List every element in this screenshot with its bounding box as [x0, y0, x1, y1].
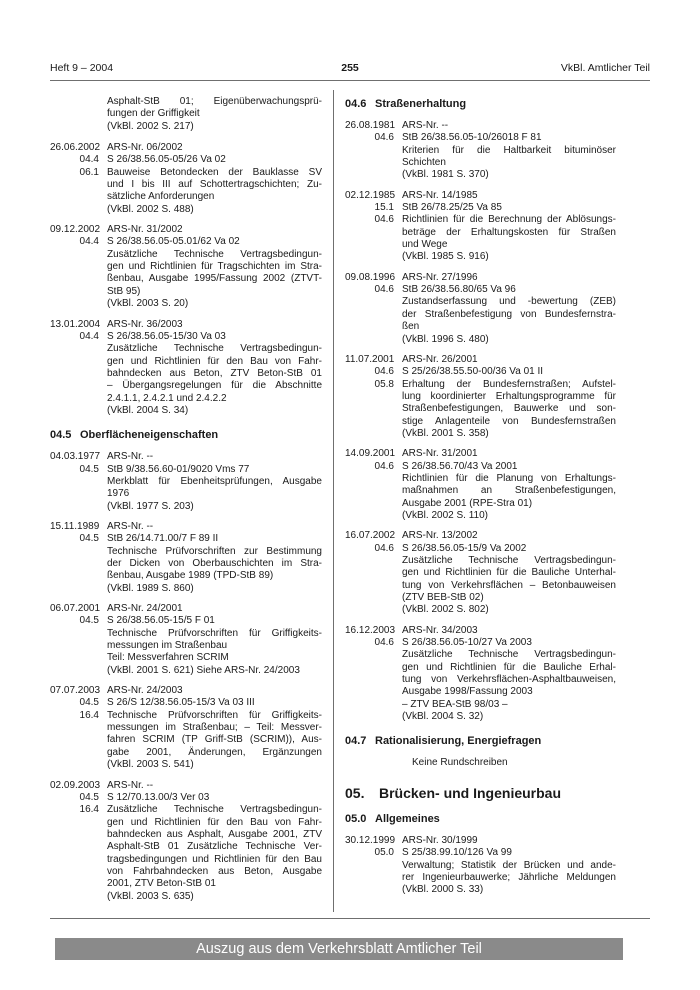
entry-text-line: – Übergangsregelungen für die Abschnitte: [107, 380, 322, 392]
entry-date: 04.03.1977: [50, 451, 101, 463]
left-column: [50, 96, 322, 911]
entry-section-code: 04.4: [79, 330, 99, 342]
entry-section-code: 04.6: [374, 132, 394, 144]
entry-date: 13.01.2004: [50, 318, 101, 330]
entry-section-code: 04.6: [374, 366, 394, 378]
entry-text-line: StB 26/38.56.05-10/26018 F 81: [402, 132, 542, 144]
no-circulars-note: Keine Rundschreiben: [412, 757, 508, 769]
right-column: [345, 96, 616, 905]
entry-text-line: 2.4.1.1, 2.4.2.1 und 2.4.2.2: [107, 392, 227, 404]
entry-codes: [345, 190, 402, 264]
entry-text-line: S 25/38.99.10/126 Va 99: [402, 847, 512, 859]
entry-text: [402, 625, 616, 724]
entry-text-line: ARS-Nr. 31/2001: [402, 448, 478, 460]
entry-text-line: StB 26/14.71.00/7 F 89 II: [107, 533, 219, 545]
entry-section-code: 15.1: [374, 202, 394, 214]
entry-list: [50, 142, 322, 417]
entry-text-line: StB 95): [107, 285, 141, 297]
entry-text-line: ARS-Nr. 06/2002: [107, 142, 183, 154]
entry-text-line: (VkBl. 1981 S. 370): [402, 169, 489, 181]
entry-text-line: und Wege: [402, 239, 448, 251]
entry-text-line: tragsbedingungen und Richtlinien für den Bau: [107, 853, 322, 865]
entry-section-code: 04.4: [79, 236, 99, 248]
entry-text: [107, 319, 322, 418]
entry-text-line: (VkBl. 1977 S. 203): [107, 500, 194, 512]
entry-text-line: ARS-Nr. 24/2001: [107, 603, 183, 615]
entry-text: [107, 142, 322, 216]
entry-text-line: Merkblatt für Ebenheitsprüfungen, Ausgabe: [107, 475, 322, 487]
entry-text-line: S 26/38.56.05-15/5 F 01: [107, 615, 215, 627]
regulation-entry: [50, 319, 322, 418]
entry-text-line: ARS-Nr. 27/1996: [402, 271, 478, 283]
entry-text-line: Zustandserfassung und -bewertung (ZEB): [402, 296, 616, 308]
entry-text-line: ARS-Nr. --: [107, 520, 154, 532]
entry-codes: [345, 354, 402, 440]
entry-date: 15.11.1989: [50, 520, 100, 532]
entry-section-code: 16.4: [79, 709, 99, 721]
entry-text-line: ARS-Nr. 36/2003: [107, 318, 183, 330]
entry-text: [402, 354, 616, 440]
entry-date: 26.08.1981: [345, 120, 396, 131]
regulation-entry: [50, 142, 322, 216]
entry-text: [107, 685, 322, 771]
entry-text-line: (VkBl. 2004 S. 32): [402, 711, 484, 723]
regulation-entry: [50, 224, 322, 310]
entry-codes: [50, 780, 107, 903]
entry-text: [107, 451, 322, 513]
entry-text-line: gen und Richtlinien für den Bau von Fahr-: [107, 355, 322, 367]
entry-text-line: S 25/26/38.55.50-00/36 Va 01 II: [402, 366, 544, 378]
entry-text-line: (VkBl. 2001 S. 358): [402, 427, 489, 439]
entry-text-line: Ausgabe 1998/Fassung 2003: [402, 686, 533, 698]
entry-text-line: fahren SCRIM (TP Griff-StB (SCRIM)), Aus-: [107, 734, 322, 746]
entry-text-line: gen und Richtlinien für die Bauliche Erhal-: [402, 661, 616, 673]
entry-text: [402, 448, 616, 522]
entry-section-code: 04.5: [79, 615, 99, 627]
regulation-entry: [345, 530, 616, 616]
continued-entry: [50, 96, 322, 133]
entry-date: 02.12.1985: [345, 189, 396, 201]
entry-text-line: S 26/38.56.05-15/30 Va 03: [107, 330, 226, 342]
entry-date: 09.08.1996: [345, 271, 396, 283]
entry-date: 30.12.1999: [345, 834, 396, 846]
publication-label: VkBl. Amtlicher Teil: [560, 62, 650, 74]
entry-codes: [50, 521, 107, 595]
entry-text-line: Verwaltung; Statistik der Brücken und ande-: [402, 859, 616, 871]
entry-section-code: 05.0: [374, 847, 394, 859]
entry-date: 14.09.2001: [345, 448, 396, 460]
entry-text-line: (VkBl. 2003 S. 20): [107, 298, 189, 310]
entry-text-line: ARS-Nr. --: [107, 779, 154, 791]
regulation-entry: [345, 835, 616, 897]
entry-section-code: 04.5: [79, 791, 99, 803]
entry-codes: [345, 835, 402, 897]
entry-text: [402, 190, 616, 264]
entry-text-line: ARS-Nr. --: [107, 451, 154, 463]
entry-text-line: tung von Verkehrsflächen-Asphaltbauweisen,: [402, 674, 616, 686]
section-heading-047: 04.7 Rationalisierung, Energiefragen: [345, 735, 542, 748]
entry-text-line: S 26/S 12/38.56.05-15/3 Va 03 III: [107, 697, 255, 709]
entry-text-line: ßenbau, Ausgabe 1989 (TPD-StB 89): [107, 570, 274, 582]
entry-text-line: (VkBl. 1996 S. 480): [402, 333, 489, 345]
entry-text: [107, 603, 322, 677]
entry-text-line: ARS-Nr. 14/1985: [402, 189, 478, 201]
entry-text-line: der Dicken von Oberbauschichten im Stra-: [107, 558, 322, 569]
entry-text-line: Asphalt-StB 01 Zusätzliche Technische Ver-: [107, 841, 322, 853]
entry-text-line: rer Ingenieurbauwerke; Jährliche Meldungen: [402, 871, 616, 883]
entry-text: [402, 120, 616, 182]
regulation-entry: [345, 625, 616, 724]
entry-text-line: der Straßenbefestigung von Bundesfernstra-: [402, 308, 616, 320]
entry-date: 16.07.2002: [345, 530, 396, 542]
entry-list: [345, 835, 616, 897]
entry-text: [402, 835, 616, 897]
entry-text-line: gabe 2001, Änderungen, Ergänzungen: [107, 746, 322, 758]
entry-text-line: StB 26/78.25/25 Va 85: [402, 202, 502, 214]
entry-text-line: Erhaltung der Bundesfernstraßen; Aufstel-: [402, 378, 616, 390]
entry-section-code: 16.4: [79, 804, 99, 816]
entry-text-line: messungen im Straßenbau: [107, 640, 228, 652]
entry-text-line: (ZTV BEB-StB 02): [402, 592, 484, 604]
entry-text-line: ßen: [402, 321, 420, 333]
entry-text-line: maßnahmen an Straßenbefestigungen,: [402, 485, 616, 497]
entry-text-line: ARS-Nr. 24/2003: [107, 685, 183, 697]
entry-section-code: 04.5: [79, 533, 99, 545]
entry-text-line: (VkBl. 2004 S. 34): [107, 404, 189, 416]
entry-text-line: (VkBl. 2003 S. 635): [107, 890, 194, 902]
entry-text: [402, 530, 616, 616]
entry-text-line: gen und Richtlinien für Tragschichten im Stra-: [107, 261, 322, 273]
entry-text-line: (VkBl. 2002 S. 802): [402, 604, 489, 616]
regulation-entry: [345, 354, 616, 440]
entry-section-code: 04.6: [374, 214, 394, 226]
entry-text-line: lung koordinierter Erhaltungsprogramme für: [402, 390, 616, 402]
entry-text-line: 1976: [107, 488, 130, 500]
entry-list: [345, 120, 616, 723]
entry-text-line: bahndecken aus Asphalt, Ausgabe 2001, ZTV: [107, 828, 322, 840]
entry-text-line: messungen im Straßenbau; – Teil: Messver-: [107, 722, 322, 734]
entry-text-line: von Fahrbahndecken aus Beton, Ausgabe: [107, 865, 322, 877]
entry-section-code: 04.6: [374, 542, 394, 554]
entry-text-line: S 26/38.56.70/43 Va 2001: [402, 460, 518, 472]
entry-text-line: Bauweise Betondecken der Bauklasse SV: [107, 166, 322, 178]
regulation-entry: [345, 448, 616, 522]
entry-codes: [345, 448, 402, 522]
entry-codes: [345, 625, 402, 724]
entry-text-line: Technische Prüfvorschriften zur Bestimmung: [107, 545, 322, 557]
entry-text-line: Asphalt-StB 01; Eigenüberwachungsprü-: [107, 96, 322, 107]
regulation-entry: [50, 603, 322, 677]
entry-date: 07.07.2003: [50, 685, 101, 697]
entry-text-line: sätzliche Anforderungen: [107, 191, 215, 203]
entry-text-line: Richtlinien für die Planung von Erhaltungs-: [402, 472, 616, 484]
regulation-entry: [345, 190, 616, 264]
entry-text-line: Straßenbefestigungen, Bauwerke und son-: [402, 403, 616, 415]
entry-section-code: 04.6: [374, 637, 394, 649]
entry-text-line: ARS-Nr. 26/2001: [402, 353, 478, 365]
entry-section-code: 04.5: [79, 463, 99, 475]
entry-section-code: 04.4: [79, 154, 99, 166]
entry-codes: [50, 224, 107, 310]
chapter-heading-05: 05. Brücken- und Ingenieurbau: [345, 784, 562, 801]
entry-codes: [50, 685, 107, 771]
entry-text-line: tung von Verkehrsflächen – Betonbauweisen: [402, 579, 616, 591]
entry-text-line: Richtlinien für die Berechnung der Ablösungs-: [402, 214, 616, 226]
entry-text-line: fungen der Griffigkeit: [107, 108, 200, 120]
entry-text-line: bahndecken aus Beton, ZTV Beton-StB 01: [107, 367, 322, 379]
entry-text-line: stige Anlagenteile von Bundesfernstraßen: [402, 415, 616, 427]
entry-text-line: – ZTV BEA-StB 98/03 –: [402, 698, 508, 710]
entry-text-line: ARS-Nr. 31/2002: [107, 224, 183, 236]
page-number: 255: [341, 62, 359, 74]
regulation-entry: [50, 780, 322, 903]
entry-section-code: 06.1: [79, 166, 99, 178]
entry-list: [50, 451, 322, 903]
entry-text-line: gen und Richtlinien für die Bauliche Unterhal-: [402, 567, 616, 579]
entry-date: 02.09.2003: [50, 779, 101, 791]
header-rule: [50, 80, 650, 81]
entry-text: [107, 780, 322, 903]
entry-section-code: 05.8: [374, 378, 394, 390]
entry-text-line: S 12/70.13.00/3 Ver 03: [107, 791, 210, 803]
footer-banner: Auszug aus dem Verkehrsblatt Amtlicher Teil: [55, 938, 623, 960]
regulation-entry: [50, 521, 322, 595]
entry-codes: [50, 142, 107, 216]
entry-text-line: Teil: Messverfahren SCRIM: [107, 652, 229, 664]
column-divider: [333, 90, 334, 912]
entry-text-line: gen und Richtlinien für den Bau von Fahr-: [107, 816, 322, 828]
entry-text-line: ßenbau, Ausgabe 1995/Fassung 2002 (ZTVT-: [107, 273, 322, 285]
entry-text: [402, 272, 616, 346]
entry-codes: [345, 120, 402, 182]
entry-date: 09.12.2002: [50, 224, 101, 236]
entry-codes: [50, 451, 107, 513]
entry-codes: [50, 603, 107, 677]
entry-text-line: Zusätzliche Technische Vertragsbedingun-: [402, 555, 616, 566]
entry-text-line: S 26/38.56.05-10/27 Va 2003: [402, 637, 532, 649]
entry-text-line: Zusätzliche Technische Vertragsbedingun-: [107, 248, 322, 260]
entry-text-line: ARS-Nr. --: [402, 120, 449, 131]
entry-text-line: Technische Prüfvorschriften für Griffigkeits-: [107, 627, 322, 639]
entry-section-code: 04.6: [374, 460, 394, 472]
entry-text-line: (VkBl. 2001 S. 621) Siehe ARS-Nr. 24/2003: [107, 664, 300, 676]
entry-text-line: StB 9/38.56.60-01/9020 Vms 77: [107, 463, 250, 475]
entry-codes: [345, 530, 402, 616]
entry-text-line: und I bis III auf Schottertragschichten; Zu-: [107, 179, 322, 191]
entry-date: 16.12.2003: [345, 624, 396, 636]
entry-text-line: ARS-Nr. 13/2002: [402, 530, 478, 542]
entry-text-line: Schichten: [402, 157, 446, 169]
entry-text-line: Zusätzliche Technische Vertragsbedingun-: [402, 649, 616, 661]
entry-text-line: Zusätzliche Technische Vertragsbedingun-: [107, 343, 322, 355]
issue-label: Heft 9 – 2004: [50, 62, 114, 74]
entry-text-line: Kriterien für die Haltbarkeit bituminöser: [402, 144, 616, 156]
footer-rule: [50, 918, 650, 919]
entry-text-line: ARS-Nr. 34/2003: [402, 624, 478, 636]
page-header: [50, 62, 650, 78]
section-heading-050: 05.0 Allgemeines: [345, 812, 440, 825]
regulation-entry: [345, 120, 616, 182]
entry-text-line: (VkBl. 1989 S. 860): [107, 582, 194, 594]
entry-text-line: StB 26/38.56.80/65 Va 96: [402, 284, 516, 296]
entry-date: 11.07.2001: [345, 353, 395, 365]
entry-date: 06.07.2001: [50, 603, 101, 615]
entry-text-line: (VkBl. 2003 S. 541): [107, 759, 194, 771]
entry-text-line: S 26/38.56.05-05.01/62 Va 02: [107, 236, 240, 248]
entry-text-line: (VkBl. 2002 S. 110): [402, 509, 488, 521]
section-heading-045: 04.5 Oberflächeneigenschaften: [50, 429, 219, 442]
entry-text-line: Ausgabe 2001 (RPE-Stra 01): [402, 497, 533, 509]
section-heading-046: 04.6 Straßenerhaltung: [345, 98, 467, 110]
entry-text-line: beträge der Erhaltungskosten für Straßen: [402, 226, 616, 238]
entry-text-line: (VkBl. 1985 S. 916): [402, 251, 489, 263]
regulation-entry: [345, 272, 616, 346]
entry-text-line: Zusätzliche Technische Vertragsbedingun-: [107, 804, 322, 816]
entry-text-line: (VkBl. 2002 S. 217): [107, 120, 194, 132]
entry-text-line: 2001, ZTV Beton-StB 01: [107, 878, 216, 890]
regulation-entry: [50, 451, 322, 513]
entry-text-line: ARS-Nr. 30/1999: [402, 834, 478, 846]
entry-date: 26.06.2002: [50, 142, 101, 154]
entry-text-line: (VkBl. 2002 S. 488): [107, 203, 194, 215]
entry-text: [107, 224, 322, 310]
entry-text-line: (VkBl. 2000 S. 33): [402, 884, 484, 896]
entry-text-line: S 26/38.56.05-15/9 Va 2002: [402, 542, 527, 554]
entry-codes: [345, 272, 402, 346]
entry-section-code: 04.5: [79, 697, 99, 709]
entry-text: [107, 521, 322, 595]
entry-text-line: S 26/38.56.05-05/26 Va 02: [107, 154, 226, 166]
entry-text-line: Technische Prüfvorschriften für Griffigkeits-: [107, 709, 322, 721]
entry-codes: [50, 319, 107, 418]
entry-section-code: 04.6: [374, 284, 394, 296]
regulation-entry: [50, 685, 322, 771]
